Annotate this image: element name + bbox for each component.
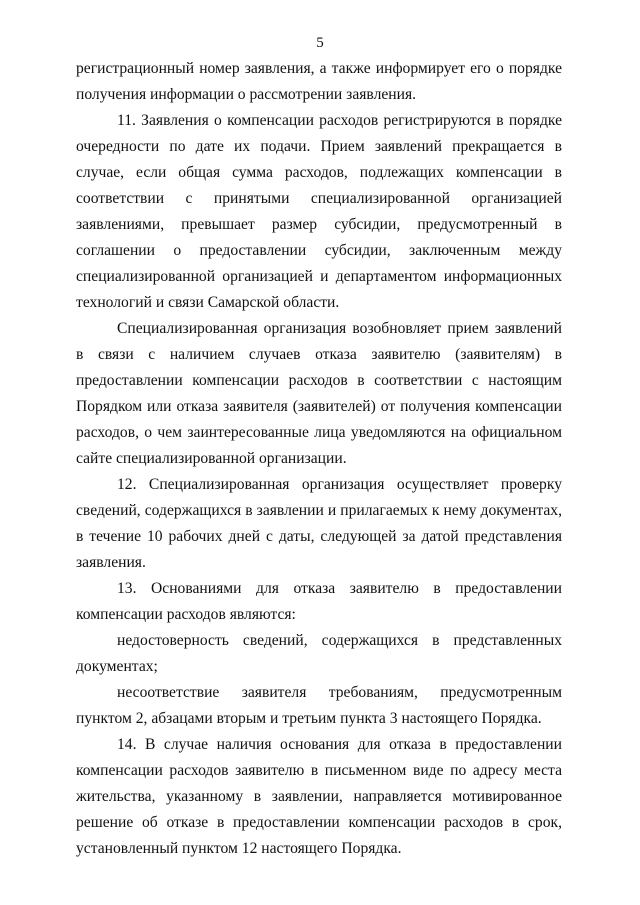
paragraph-item-14: 14. В случае наличия основания для отказа в предоставлении компенсации расходов заявителю в письменном виде по адресу места жительства, указанному в заявлении, направляется мотивированное решение об отказе в предоставлении компенсации расходов в срок, установленный пунктом 12 настоящего Порядка. [76,736,562,857]
page-number: 5 [316,35,324,51]
paragraph-reason-noncompliance: несоответствие заявителя требованиям, предусмотренным пунктом 2, абзацами вторым и третьим пункта 3 настоящего Порядка. [76,684,562,727]
paragraph-resumption: Специализированная организация возобновляет прием заявлений в связи с наличием случаев отказа заявителю (заявителям) в предоставлении компенсации расходов в соответствии с настоящим Порядком или отказа заявителя (заявителей) от получения компенсации расходов, о чем заинтересованные лица уведомляются на официальном сайте специализированной организации. [76,320,562,467]
paragraph-continuation: регистрационный номер заявления, а также информирует его о порядке получения информации о рассмотрении заявления. [76,60,562,103]
paragraph-item-13: 13. Основаниями для отказа заявителю в предоставлении компенсации расходов являются: [76,580,562,623]
paragraph-reason-inaccuracy: недостоверность сведений, содержащихся в представленных документах; [76,632,562,675]
document-body [76,56,562,862]
paragraph-item-12: 12. Специализированная организация осуществляет проверку сведений, содержащихся в заявлении и прилагаемых к нему документах, в течение 10 рабочих дней с даты, следующей за датой представления заявления. [76,476,562,571]
paragraph-item-11: 11. Заявления о компенсации расходов регистрируются в порядке очередности по дате их подачи. Прием заявлений прекращается в случае, если общая сумма расходов, подлежащих компенсации в соответствии с принятыми специализированной организацией заявлениями, превышает размер субсидии, предусмотренный в соглашении о предоставлении субсидии, заключенным между специализированной организацией и департаментом информационных технологий и связи Самарской области. [76,112,562,311]
